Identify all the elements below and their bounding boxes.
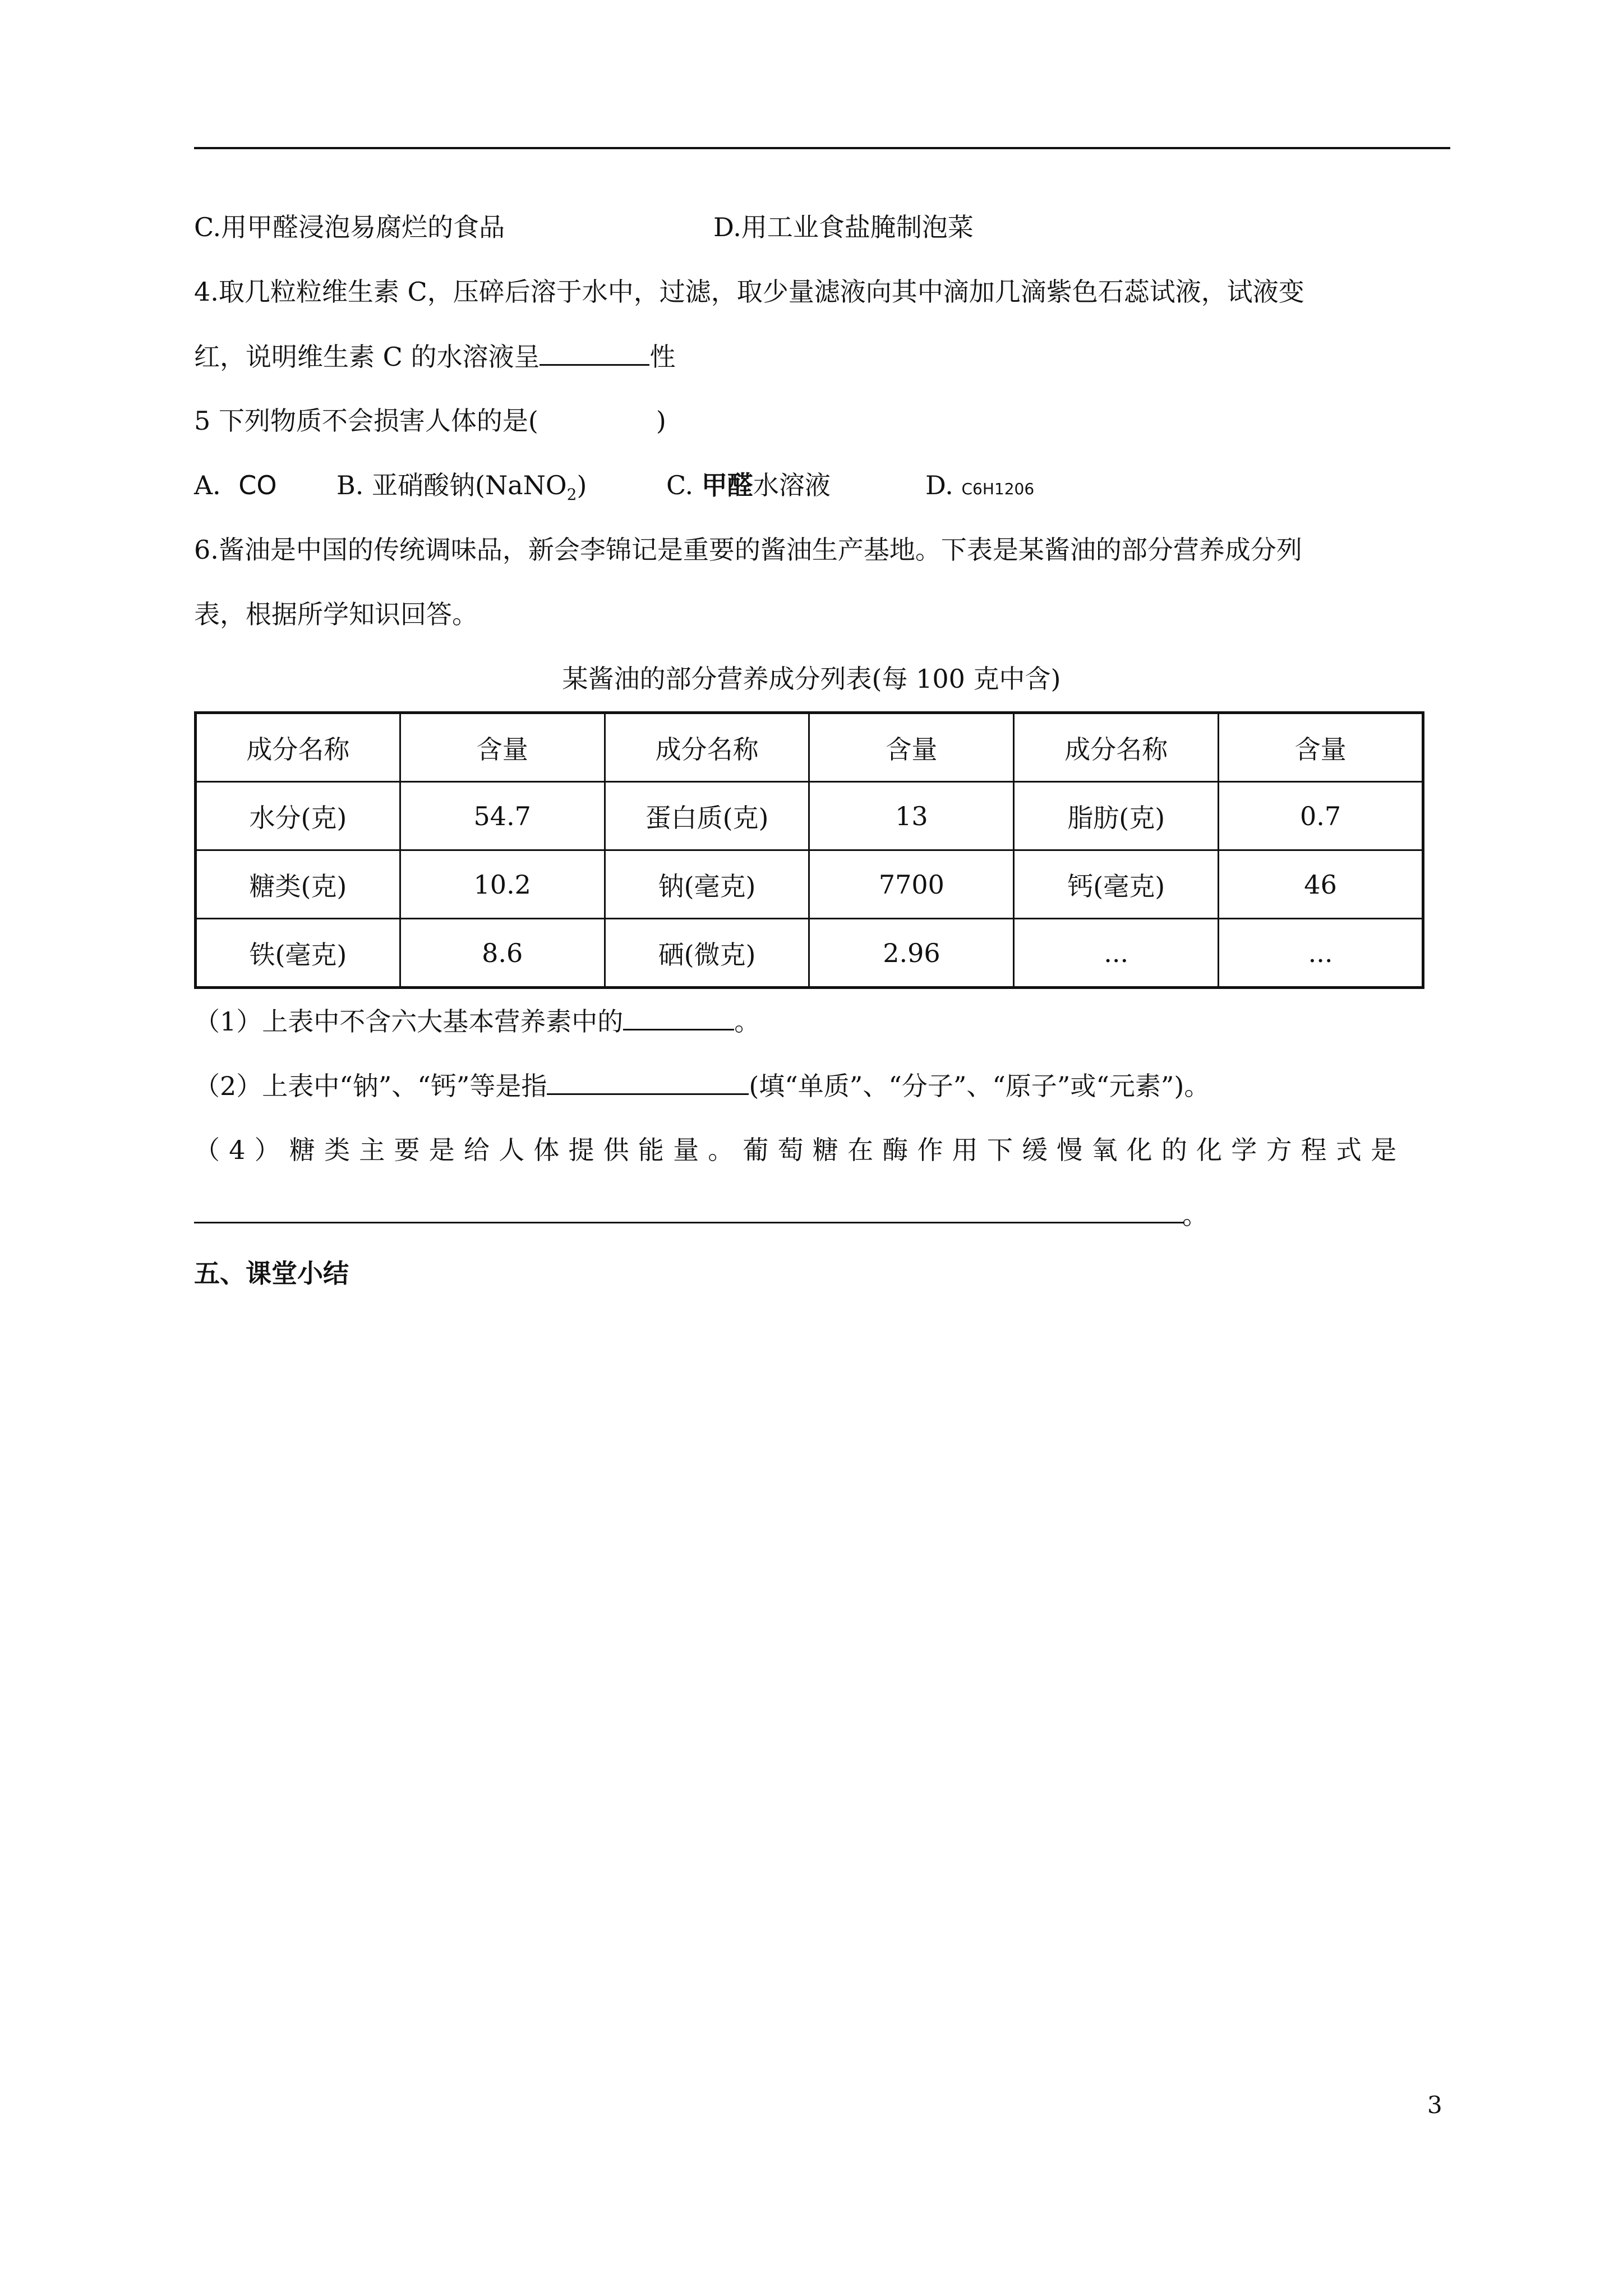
table-cell: ... [1014, 919, 1219, 988]
q4-line1: 4.取几粒粒维生素 C，压碎后溶于水中，过滤，取少量滤液向其中滴加几滴紫色石蕊试液，试液变 [194, 277, 1304, 307]
page-number: 3 [1427, 2091, 1442, 2119]
q6-sub4-answer-line[interactable] [194, 1222, 1184, 1223]
q5-stem-text: 5 下列物质不会损害人体的是( [194, 406, 538, 436]
table-cell: 7700 [809, 850, 1014, 919]
q5-option-c-text: 水溶液 [753, 470, 831, 500]
q4-answer-blank[interactable] [540, 339, 649, 366]
table-cell: 0.7 [1219, 782, 1423, 850]
table-cell: 硒(微克) [605, 919, 809, 988]
table-row [196, 919, 1423, 988]
q6-sub1-text: （1）上表中不含六大基本营养素中的 [194, 1006, 624, 1037]
q5-option-c-bold: 甲醛 [701, 470, 753, 500]
table-cell: 10.2 [400, 850, 605, 919]
q5-option-b [336, 468, 587, 512]
table-cell: 蛋白质(克) [605, 782, 809, 850]
header-rule [194, 147, 1450, 149]
q5-option-a [194, 468, 277, 502]
table-header-cell: 成分名称 [196, 713, 400, 782]
table-header-cell: 成分名称 [1014, 713, 1219, 782]
table-cell: 54.7 [400, 782, 605, 850]
q5-option-d-label: D. [925, 470, 953, 500]
table-cell: 糖类(克) [196, 850, 400, 919]
q5-stem [194, 404, 666, 438]
q5-option-b-text: B. 亚硝酸钠(NaNO [336, 470, 567, 500]
q6-sub1-end: 。 [734, 1006, 760, 1037]
q6-sub1-blank[interactable] [623, 1004, 734, 1030]
q4-line2-text: 红，说明维生素 C 的水溶液呈 [194, 342, 540, 372]
q4-line2 [194, 339, 675, 374]
table-cell: 13 [809, 782, 1014, 850]
table-cell: 铁(毫克) [196, 919, 400, 988]
q4-line2-suffix: 性 [649, 342, 676, 372]
q6-sub2-text: （2）上表中“钠”、“钙”等是指 [194, 1071, 547, 1101]
table-caption: 某酱油的部分营养成分列表(每 100 克中含) [562, 664, 1061, 694]
table-row [196, 782, 1423, 850]
table-cell: 8.6 [400, 919, 605, 988]
q6-sub2-hint: (填“单质”、“分子”、“原子”或“元素”)。 [749, 1071, 1210, 1101]
q5-option-b-subscript: 2 [566, 485, 577, 504]
q6-line1: 6.酱油是中国的传统调味品，新会李锦记是重要的酱油生产基地。下表是某酱油的部分营养成分列 [194, 535, 1302, 565]
q5-option-c [666, 468, 831, 502]
q5-stem-close: ) [656, 406, 666, 436]
table-cell: 2.96 [809, 919, 1014, 988]
table-cell: 水分(克) [196, 782, 400, 850]
table-cell: 46 [1219, 850, 1423, 919]
q6-sub1 [194, 1004, 760, 1038]
table-row [196, 850, 1423, 919]
table-header-cell: 含量 [809, 713, 1014, 782]
table-header-cell: 含量 [1219, 713, 1423, 782]
table-header-row [196, 713, 1423, 782]
q5-option-d [925, 468, 1034, 506]
q5-option-d-text: C6H1206 [961, 480, 1035, 498]
table-header-cell: 含量 [400, 713, 605, 782]
q5-option-b-close: ) [577, 470, 587, 500]
q3-option-c: C.用甲醛浸泡易腐烂的食品 [194, 212, 505, 242]
table-cell: ... [1219, 919, 1423, 988]
q6-sub4: （4）糖类主要是给人体提供能量。葡萄糖在酶作用下缓慢氧化的化学方程式是 [194, 1135, 1406, 1165]
q5-option-a-text: CO [238, 470, 277, 500]
q5-option-c-label: C. [666, 470, 694, 500]
section-title: 五、课堂小结 [194, 1258, 349, 1289]
table-cell: 钠(毫克) [605, 850, 809, 919]
q3-option-d: D.用工业食盐腌制泡菜 [713, 212, 974, 242]
table-cell: 脂肪(克) [1014, 782, 1219, 850]
q6-line2: 表，根据所学知识回答。 [194, 599, 478, 629]
q6-sub2 [194, 1069, 1210, 1103]
q6-sub2-blank[interactable] [547, 1069, 749, 1095]
nutrition-table [194, 711, 1424, 989]
table-header-cell: 成分名称 [605, 713, 809, 782]
q5-option-a-label: A． [194, 470, 239, 500]
q6-sub4-end: 。 [1182, 1200, 1208, 1230]
table-cell: 钙(毫克) [1014, 850, 1219, 919]
